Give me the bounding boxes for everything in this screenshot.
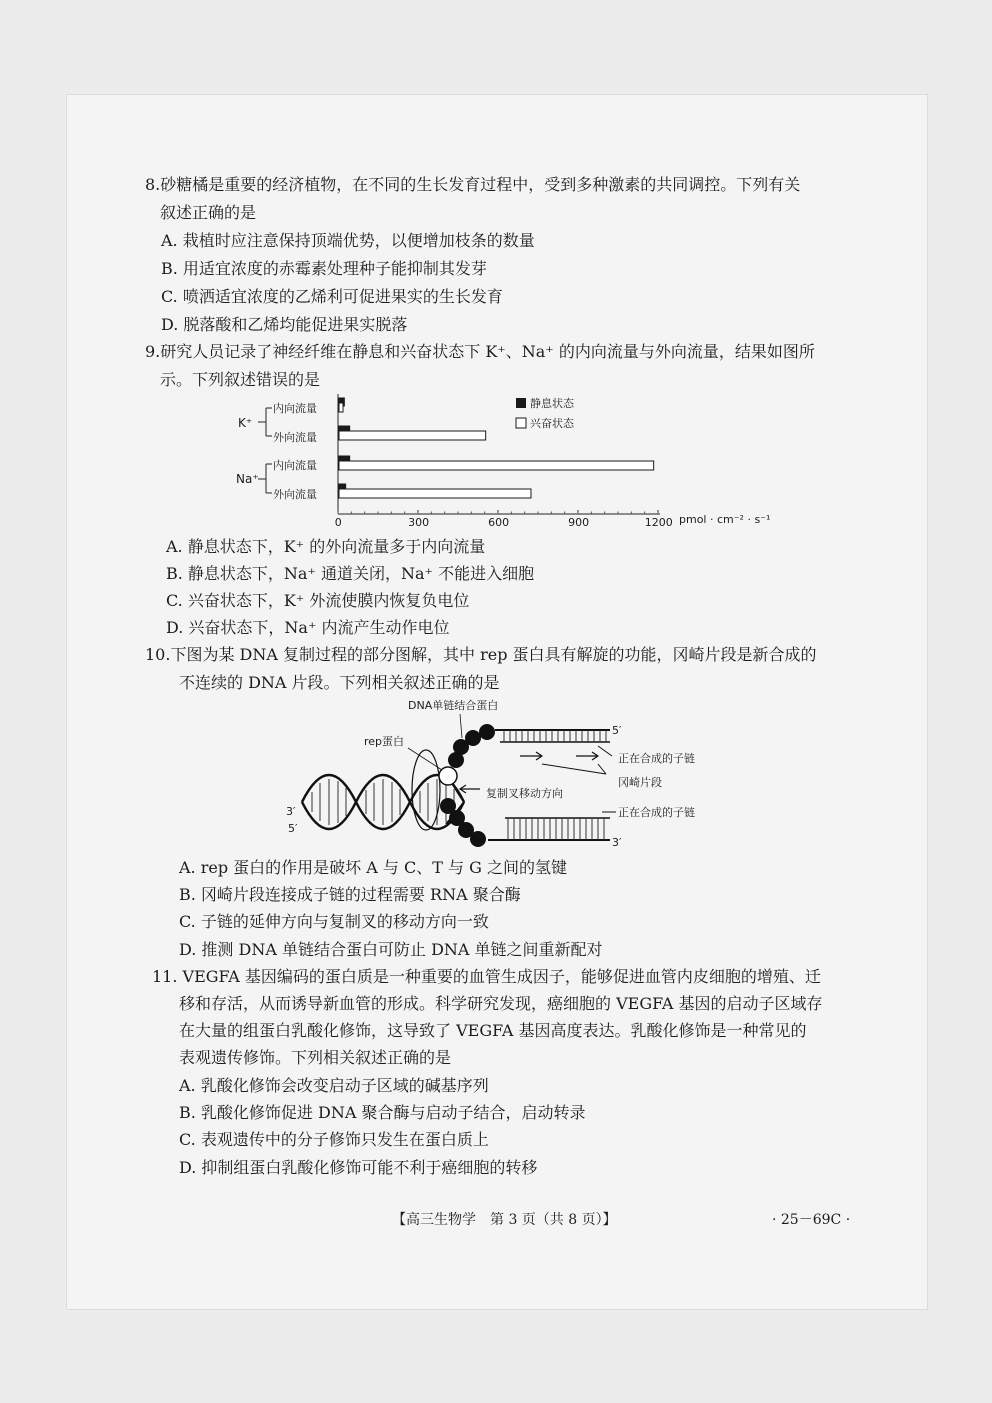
q11-option-d: D. 抑制组蛋白乳酸化修饰可能不利于癌细胞的转移 xyxy=(179,1158,538,1177)
cat-label-na-out: 外向流量 xyxy=(273,488,317,501)
q8-stem-line1: 8.砂糖橘是重要的经济植物，在不同的生长发育过程中，受到多种激素的共同调控。下列有关 xyxy=(145,175,801,194)
label-okazaki: 冈崎片段 xyxy=(618,776,662,789)
q9-stem-line1: 9.研究人员记录了神经纤维在静息和兴奋状态下 K⁺、Na⁺ 的内向流量与外向流量，结果如图所 xyxy=(145,342,815,361)
q10-option-c: C. 子链的延伸方向与复制叉的移动方向一致 xyxy=(179,912,489,931)
q10-option-a: A. rep 蛋白的作用是破坏 A 与 C、T 与 G 之间的氢键 xyxy=(179,858,567,877)
bar-excite-0 xyxy=(339,403,343,412)
group-label-k: K⁺ xyxy=(238,416,253,430)
q9-stem-line2: 示。下列叙述错误的是 xyxy=(160,370,321,389)
label-fork-direction: 复制叉移动方向 xyxy=(486,787,563,800)
ion-flux-chart xyxy=(230,390,790,530)
cat-label-k-out: 外向流量 xyxy=(273,431,317,444)
q11-option-b: B. 乳酸化修饰促进 DNA 聚合酶与启动子结合，启动转录 xyxy=(179,1103,586,1122)
q10-option-b: B. 冈崎片段连接成子链的过程需要 RNA 聚合酶 xyxy=(179,885,521,904)
x-axis-unit: pmol · cm⁻² · s⁻¹ xyxy=(679,513,771,526)
cat-label-na-in: 内向流量 xyxy=(273,459,317,472)
bar-excite-1 xyxy=(339,431,486,440)
q11-option-c: C. 表观遗传中的分子修饰只发生在蛋白质上 xyxy=(179,1130,489,1149)
q9-option-c: C. 兴奋状态下，K⁺ 外流使膜内恢复负电位 xyxy=(166,591,470,610)
q9-option-b: B. 静息状态下，Na⁺ 通道关闭，Na⁺ 不能进入细胞 xyxy=(166,564,535,583)
q9-option-d: D. 兴奋状态下，Na⁺ 内流产生动作电位 xyxy=(166,618,450,637)
x-tick-label: 600 xyxy=(488,516,510,529)
x-tick-label: 300 xyxy=(408,516,430,529)
q11-stem-line2: 移和存活，从而诱导新血管的形成。科学研究发现，癌细胞的 VEGFA 基因的启动子区域存 xyxy=(179,994,823,1013)
label-5prime-top: 5′ xyxy=(612,724,622,737)
q10-option-d: D. 推测 DNA 单链结合蛋白可防止 DNA 单链之间重新配对 xyxy=(179,940,603,959)
label-ssb: DNA单链结合蛋白 xyxy=(408,699,499,712)
q8-option-a: A. 栽植时应注意保持顶端优势，以便增加枝条的数量 xyxy=(161,231,535,250)
dna-replication-diagram xyxy=(280,694,720,854)
label-rep: rep蛋白 xyxy=(364,735,405,748)
label-new-chain-top: 正在合成的子链 xyxy=(618,752,695,765)
x-tick-label: 900 xyxy=(568,516,590,529)
q11-stem-line1: 11. VEGFA 基因编码的蛋白质是一种重要的血管生成因子，能够促进血管内皮细胞的增殖、迁 xyxy=(152,967,821,986)
q9-option-a: A. 静息状态下，K⁺ 的外向流量多于内向流量 xyxy=(166,537,486,556)
bar-excite-2 xyxy=(339,461,654,470)
q8-stem-line2: 叙述正确的是 xyxy=(160,203,257,222)
legend-label-excite: 兴奋状态 xyxy=(530,417,574,430)
bar-excite-3 xyxy=(339,489,531,498)
q10-stem-line1: 10.下图为某 DNA 复制过程的部分图解，其中 rep 蛋白具有解旋的功能，冈崎片段是新合成的 xyxy=(145,645,817,664)
legend-swatch-rest xyxy=(516,398,526,408)
legend-label-rest: 静息状态 xyxy=(530,397,574,410)
x-tick-label: 1200 xyxy=(644,516,673,529)
label-3prime-bottom: 3′ xyxy=(612,836,622,849)
label-3prime-left: 3′ xyxy=(286,805,296,818)
q8-option-d: D. 脱落酸和乙烯均能促进果实脱落 xyxy=(161,315,408,334)
label-5prime-left: 5′ xyxy=(288,822,298,835)
q11-option-a: A. 乳酸化修饰会改变启动子区域的碱基序列 xyxy=(179,1076,489,1095)
x-tick-label: 0 xyxy=(334,516,342,529)
footer-page-info: 【高三生物学 第 3 页（共 8 页）】 xyxy=(392,1212,617,1228)
label-new-chain-bottom: 正在合成的子链 xyxy=(618,806,695,819)
q11-stem-line3: 在大量的组蛋白乳酸化修饰，这导致了 VEGFA 基因高度表达。乳酸化修饰是一种常见的 xyxy=(179,1021,807,1040)
q10-stem-line2: 不连续的 DNA 片段。下列相关叙述正确的是 xyxy=(179,673,500,692)
cat-label-k-in: 内向流量 xyxy=(273,402,317,415)
legend-swatch-excite xyxy=(516,418,526,428)
q8-option-c: C. 喷洒适宜浓度的乙烯利可促进果实的生长发育 xyxy=(161,287,503,306)
group-label-na: Na⁺ xyxy=(236,472,259,486)
q11-stem-line4: 表观遗传修饰。下列相关叙述正确的是 xyxy=(179,1048,452,1067)
q8-option-b: B. 用适宜浓度的赤霉素处理种子能抑制其发芽 xyxy=(161,259,487,278)
footer-code: · 25－69C · xyxy=(772,1212,851,1228)
